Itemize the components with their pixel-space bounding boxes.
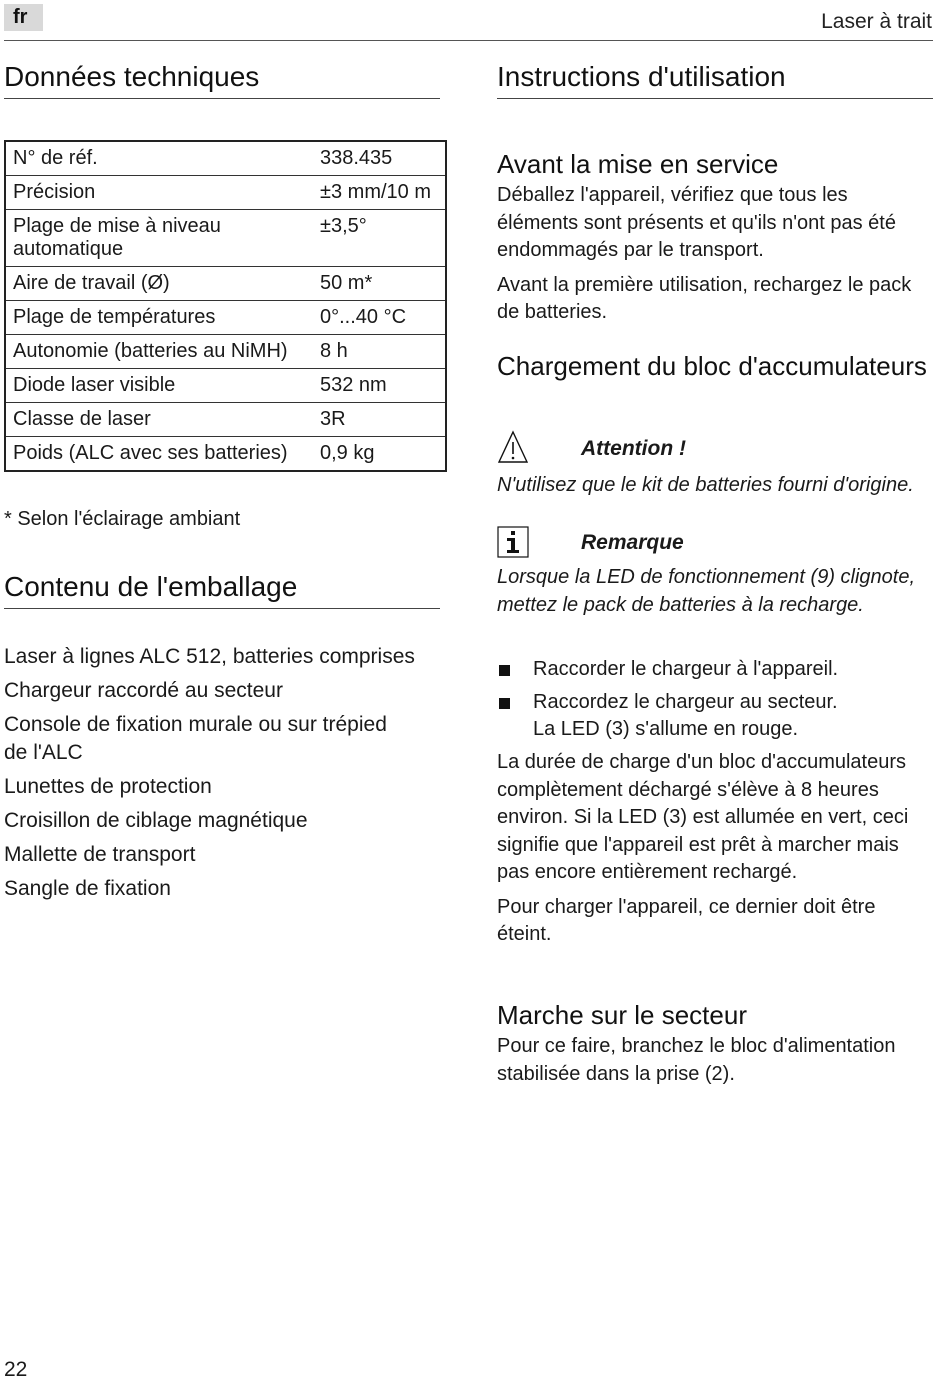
table-row xyxy=(5,403,446,437)
info-i-icon xyxy=(497,526,529,558)
step-text: Raccorder le chargeur à l'appareil. xyxy=(533,658,839,680)
table-row xyxy=(5,301,446,335)
spec-label: Précision xyxy=(5,176,313,210)
table-row xyxy=(5,210,446,267)
charging-body xyxy=(497,749,927,949)
spec-label: N° de réf. xyxy=(5,141,313,176)
spec-label: Diode laser visible xyxy=(5,369,313,403)
spec-label: Poids (ALC avec ses batteries) xyxy=(5,437,313,472)
table-row xyxy=(5,141,446,176)
bullet-square-icon xyxy=(499,698,510,709)
spec-label: Plage de mise à niveau automatique xyxy=(5,210,313,267)
warning-triangle-icon xyxy=(497,430,529,462)
spec-value: 0,9 kg xyxy=(313,437,446,472)
table-row xyxy=(5,176,446,210)
list-item: Sangle de fixation xyxy=(4,877,171,900)
table-row xyxy=(5,369,446,403)
note-text: Lorsque la LED de fonctionnement (9) clignote, mettez le pack de batteries à la recharge. xyxy=(497,566,916,616)
document-title: Laser à trait xyxy=(821,10,932,33)
list-item: Mallette de transport xyxy=(4,843,196,866)
pack-section-header xyxy=(4,566,440,609)
list-item xyxy=(497,689,933,743)
list-item: Console de fixation murale ou sur trépied de l'ALC xyxy=(4,713,387,764)
instructions-section-header xyxy=(497,56,933,99)
header-rule xyxy=(4,40,933,41)
spec-label: Classe de laser xyxy=(5,403,313,437)
specs-table xyxy=(4,140,447,472)
spec-value: 338.435 xyxy=(313,141,446,176)
step-text: Raccordez le chargeur au secteur. xyxy=(533,691,838,713)
charging-title: Chargement du bloc d'accumulateurs xyxy=(497,351,927,381)
page-number: 22 xyxy=(4,1358,28,1381)
table-row xyxy=(5,335,446,369)
mains-section xyxy=(497,1001,937,1088)
spec-label: Plage de températures xyxy=(5,301,313,335)
before-use-section xyxy=(497,150,933,327)
spec-value: 50 m* xyxy=(313,267,446,301)
charging-paragraph: Pour charger l'appareil, ce dernier doit être éteint. xyxy=(497,895,876,945)
spec-value: ±3,5° xyxy=(313,210,446,267)
attention-title: Attention ! xyxy=(581,437,686,460)
before-use-title: Avant la mise en service xyxy=(497,149,779,179)
list-item: Laser à lignes ALC 512, batteries comprises xyxy=(4,645,415,668)
step-subtext: La LED (3) s'allume en rouge. xyxy=(533,718,799,740)
language-tag: fr xyxy=(4,4,43,31)
attention-text: N'utilisez que le kit de batteries fourni d'origine. xyxy=(497,474,914,496)
spec-label: Aire de travail (Ø) xyxy=(5,267,313,301)
before-use-paragraph: Déballez l'appareil, vérifiez que tous les éléments sont présents et qu'ils n'ont pas été endommagés par le transport. xyxy=(497,184,896,261)
mains-title: Marche sur le secteur xyxy=(497,1000,747,1030)
footnote: * Selon l'éclairage ambiant xyxy=(4,508,241,530)
bullet-square-icon xyxy=(499,665,510,676)
spec-value: 3R xyxy=(313,403,446,437)
table-row xyxy=(5,437,446,472)
pack-contents-title: Contenu de l'emballage xyxy=(4,566,440,609)
tech-data-title: Données techniques xyxy=(4,56,440,99)
spec-label: Autonomie (batteries au NiMH) xyxy=(5,335,313,369)
list-item xyxy=(497,656,933,683)
charging-paragraph: La durée de charge d'un bloc d'accumulateurs complètement déchargé s'élève à 8 heures environ. Si la LED (3) est allumée en vert, ceci signifie que l'appareil est prêt à marcher mais pas encore entièrement rechargé. xyxy=(497,751,909,883)
pack-contents-list xyxy=(4,643,440,909)
table-row xyxy=(5,267,446,301)
instructions-title: Instructions d'utilisation xyxy=(497,56,933,99)
spec-value: 8 h xyxy=(313,335,446,369)
note-title: Remarque xyxy=(581,531,684,554)
before-use-paragraph: Avant la première utilisation, rechargez le pack de batteries. xyxy=(497,273,912,323)
charging-section xyxy=(497,352,933,380)
spec-value: 0°...40 °C xyxy=(313,301,446,335)
mains-paragraph: Pour ce faire, branchez le bloc d'alimentation stabilisée dans la prise (2). xyxy=(497,1035,896,1085)
charging-steps xyxy=(497,656,933,749)
list-item: Croisillon de ciblage magnétique xyxy=(4,809,308,832)
spec-value: 532 nm xyxy=(313,369,446,403)
list-item: Lunettes de protection xyxy=(4,775,212,798)
tech-section-header xyxy=(4,56,440,99)
spec-value: ±3 mm/10 m xyxy=(313,176,446,210)
list-item: Chargeur raccordé au secteur xyxy=(4,679,283,702)
